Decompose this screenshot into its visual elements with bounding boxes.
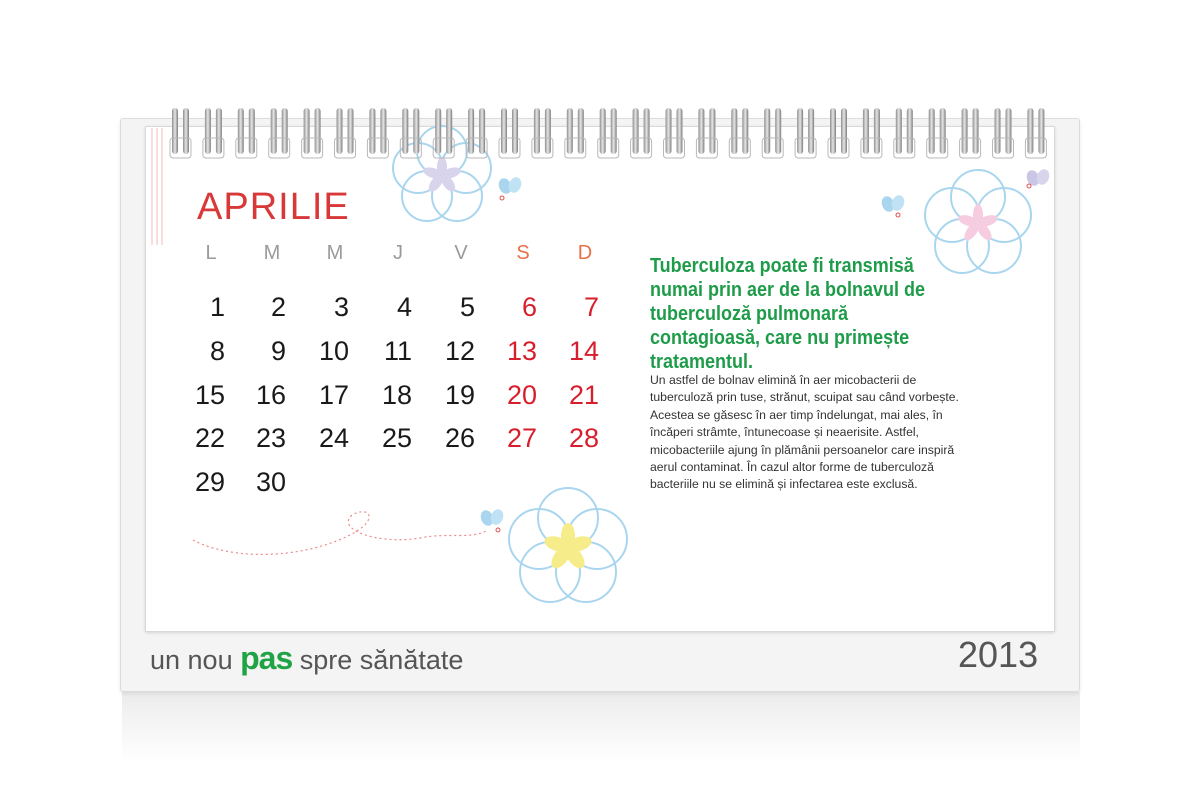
weekday-label: M xyxy=(326,242,344,264)
day-cell: 23 xyxy=(255,423,286,453)
day-cell: 16 xyxy=(255,380,286,410)
day-cell: 17 xyxy=(318,380,349,410)
day-cell: 14 xyxy=(568,336,599,366)
day-cell: 9 xyxy=(270,336,286,366)
year: 2013 xyxy=(958,634,1039,675)
day-cell: 29 xyxy=(194,467,225,497)
day-cell: 12 xyxy=(444,336,475,366)
day-cell: 2 xyxy=(270,292,286,322)
day-cell: 6 xyxy=(521,292,537,322)
day-cell: 15 xyxy=(194,380,225,410)
day-cell: 22 xyxy=(194,423,225,453)
day-cell: 20 xyxy=(506,380,537,410)
weekday-label: S xyxy=(516,242,530,264)
day-cell: 7 xyxy=(583,292,599,322)
day-cell: 25 xyxy=(381,423,412,453)
body-text: Un astfel de bolnav elimină în aer micobacterii de tuberculoză prin tuse, strănut, scuipat sau când vorbește. Acestea se găsesc în aer timp îndelungat, mai ales, în încăperi strâmte, întunecoase și neaerisite. Astfel, micobacteriile ajung în plămânii persoanelor care inspiră aerul contaminat. În cazul altor forme de tuberculoză bacteriile nu se elimină și infectarea este exclusă. xyxy=(650,373,959,492)
day-cell: 4 xyxy=(396,292,412,322)
day-cell: 5 xyxy=(459,292,475,322)
day-cell: 3 xyxy=(333,292,349,322)
stand-reflection xyxy=(122,692,1080,762)
day-cell: 26 xyxy=(444,423,475,453)
day-cell: 21 xyxy=(568,380,599,410)
day-cell: 10 xyxy=(318,336,349,366)
day-cell: 8 xyxy=(209,336,225,366)
day-cell: 1 xyxy=(209,292,225,322)
day-cell: 13 xyxy=(506,336,537,366)
day-cell: 24 xyxy=(318,423,349,453)
headline: Tuberculoza poate fi transmisă numai prin aer de la bolnavul de tuberculoză pulmonară contagioasă, care nu primește tratamentul. xyxy=(650,255,926,373)
tagline-suffix: spre sănătate xyxy=(299,645,464,675)
weekday-label: V xyxy=(454,242,468,264)
weekday-label: J xyxy=(393,242,403,264)
tagline-prefix: un nou xyxy=(150,645,233,675)
day-cell: 28 xyxy=(568,423,599,453)
weekday-label: D xyxy=(577,242,593,264)
tagline xyxy=(150,640,463,677)
day-cell: 11 xyxy=(383,336,412,366)
weekday-label: L xyxy=(205,242,217,264)
day-cell: 19 xyxy=(444,380,475,410)
day-cell: 18 xyxy=(381,380,412,410)
day-cell: 27 xyxy=(506,423,537,453)
weekday-label: M xyxy=(263,242,281,264)
day-cell: 30 xyxy=(255,467,286,497)
brand-logo: pas xyxy=(240,640,293,676)
month-title: APRILIE xyxy=(197,186,350,228)
